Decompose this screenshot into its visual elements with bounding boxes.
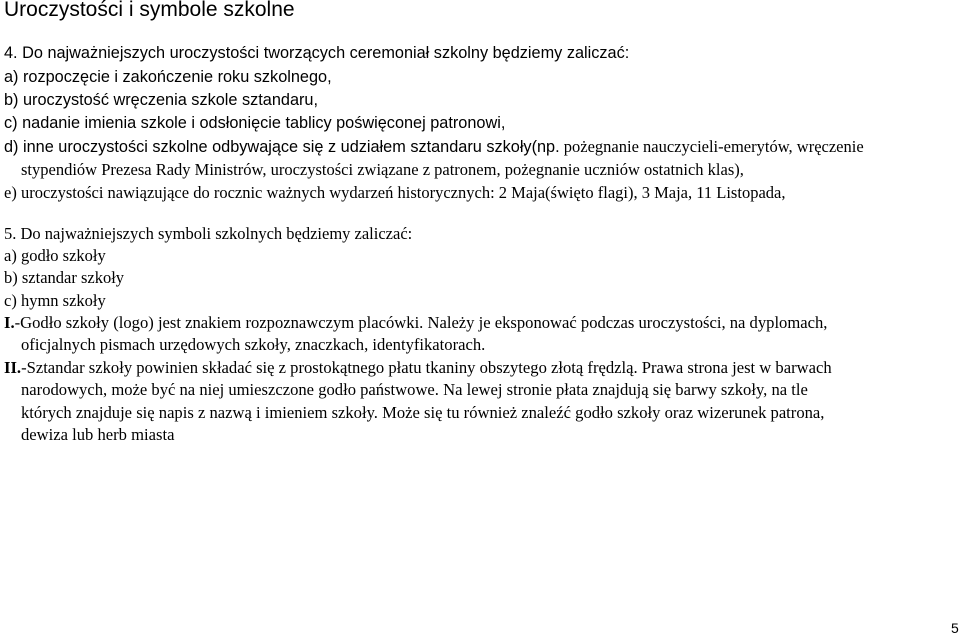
page-title: Uroczystości i symbole szkolne (4, 0, 295, 21)
section-5-item-a: a) godło szkoły (4, 246, 106, 265)
symbol-ii-line-2: narodowych, może być na niej umieszczone godło państwowe. Na lewej stronie płata znajdują się barwy szkoły, na tle (21, 380, 808, 399)
section-4-item-d-part1: d) inne uroczystości szkolne odbywające się z udziałem sztandaru szkoły(np. (4, 138, 560, 156)
section-4-item-c: c) nadanie imienia szkole i odsłonięcie tablicy poświęconej patronowi, (4, 114, 506, 132)
section-5-item-b: b) sztandar szkoły (4, 268, 125, 287)
symbol-i-label: I. (4, 313, 15, 332)
symbol-ii-line-1: -Sztandar szkoły powinien składać się z prostokątnego płatu tkaniny obszytego złotą frędzlą. Prawa strona jest w barwach (21, 358, 832, 377)
section-4-item-b: b) uroczystość wręczenia szkole sztandaru, (4, 91, 318, 109)
section-4-item-d-continued: stypendiów Prezesa Rady Ministrów, uroczystości związane z patronem, pożegnanie uczniów ostatnich klas), (21, 160, 744, 179)
symbol-ii-line-4: dewiza lub herb miasta (21, 425, 175, 444)
symbol-ii-paragraph (4, 358, 832, 378)
symbol-ii-label: II. (4, 358, 22, 377)
section-4-heading: 4. Do najważniejszych uroczystości tworzących ceremoniał szkolny będziemy zaliczać: (4, 44, 630, 62)
section-5-heading: 5. Do najważniejszych symboli szkolnych będziemy zaliczać: (4, 224, 413, 243)
section-4-item-d-part2: pożegnanie nauczycieli-emerytów, wręczenie (559, 137, 864, 156)
symbol-i-line-2: oficjalnych pismach urzędowych szkoły, znaczkach, identyfikatorach. (21, 335, 486, 354)
section-4-item-e: e) uroczystości nawiązujące do rocznic ważnych wydarzeń historycznych: 2 Maja(święto flagi), 3 Maja, 11 Listopada, (4, 183, 786, 202)
page-number: 5 (951, 620, 959, 636)
symbol-i-line-1: -Godło szkoły (logo) jest znakiem rozpoznawczym placówki. Należy je eksponować podczas uroczystości, na dyplomach, (14, 313, 828, 332)
section-5-item-c: c) hymn szkoły (4, 291, 106, 310)
symbol-ii-line-3: których znajduje się napis z nazwą i imieniem szkoły. Może się tu również znaleźć godło szkoły oraz wizerunek patrona, (21, 403, 825, 422)
symbol-i-paragraph (4, 313, 827, 333)
section-4-item-a: a) rozpoczęcie i zakończenie roku szkolnego, (4, 68, 332, 86)
section-4-item-d (4, 137, 864, 157)
